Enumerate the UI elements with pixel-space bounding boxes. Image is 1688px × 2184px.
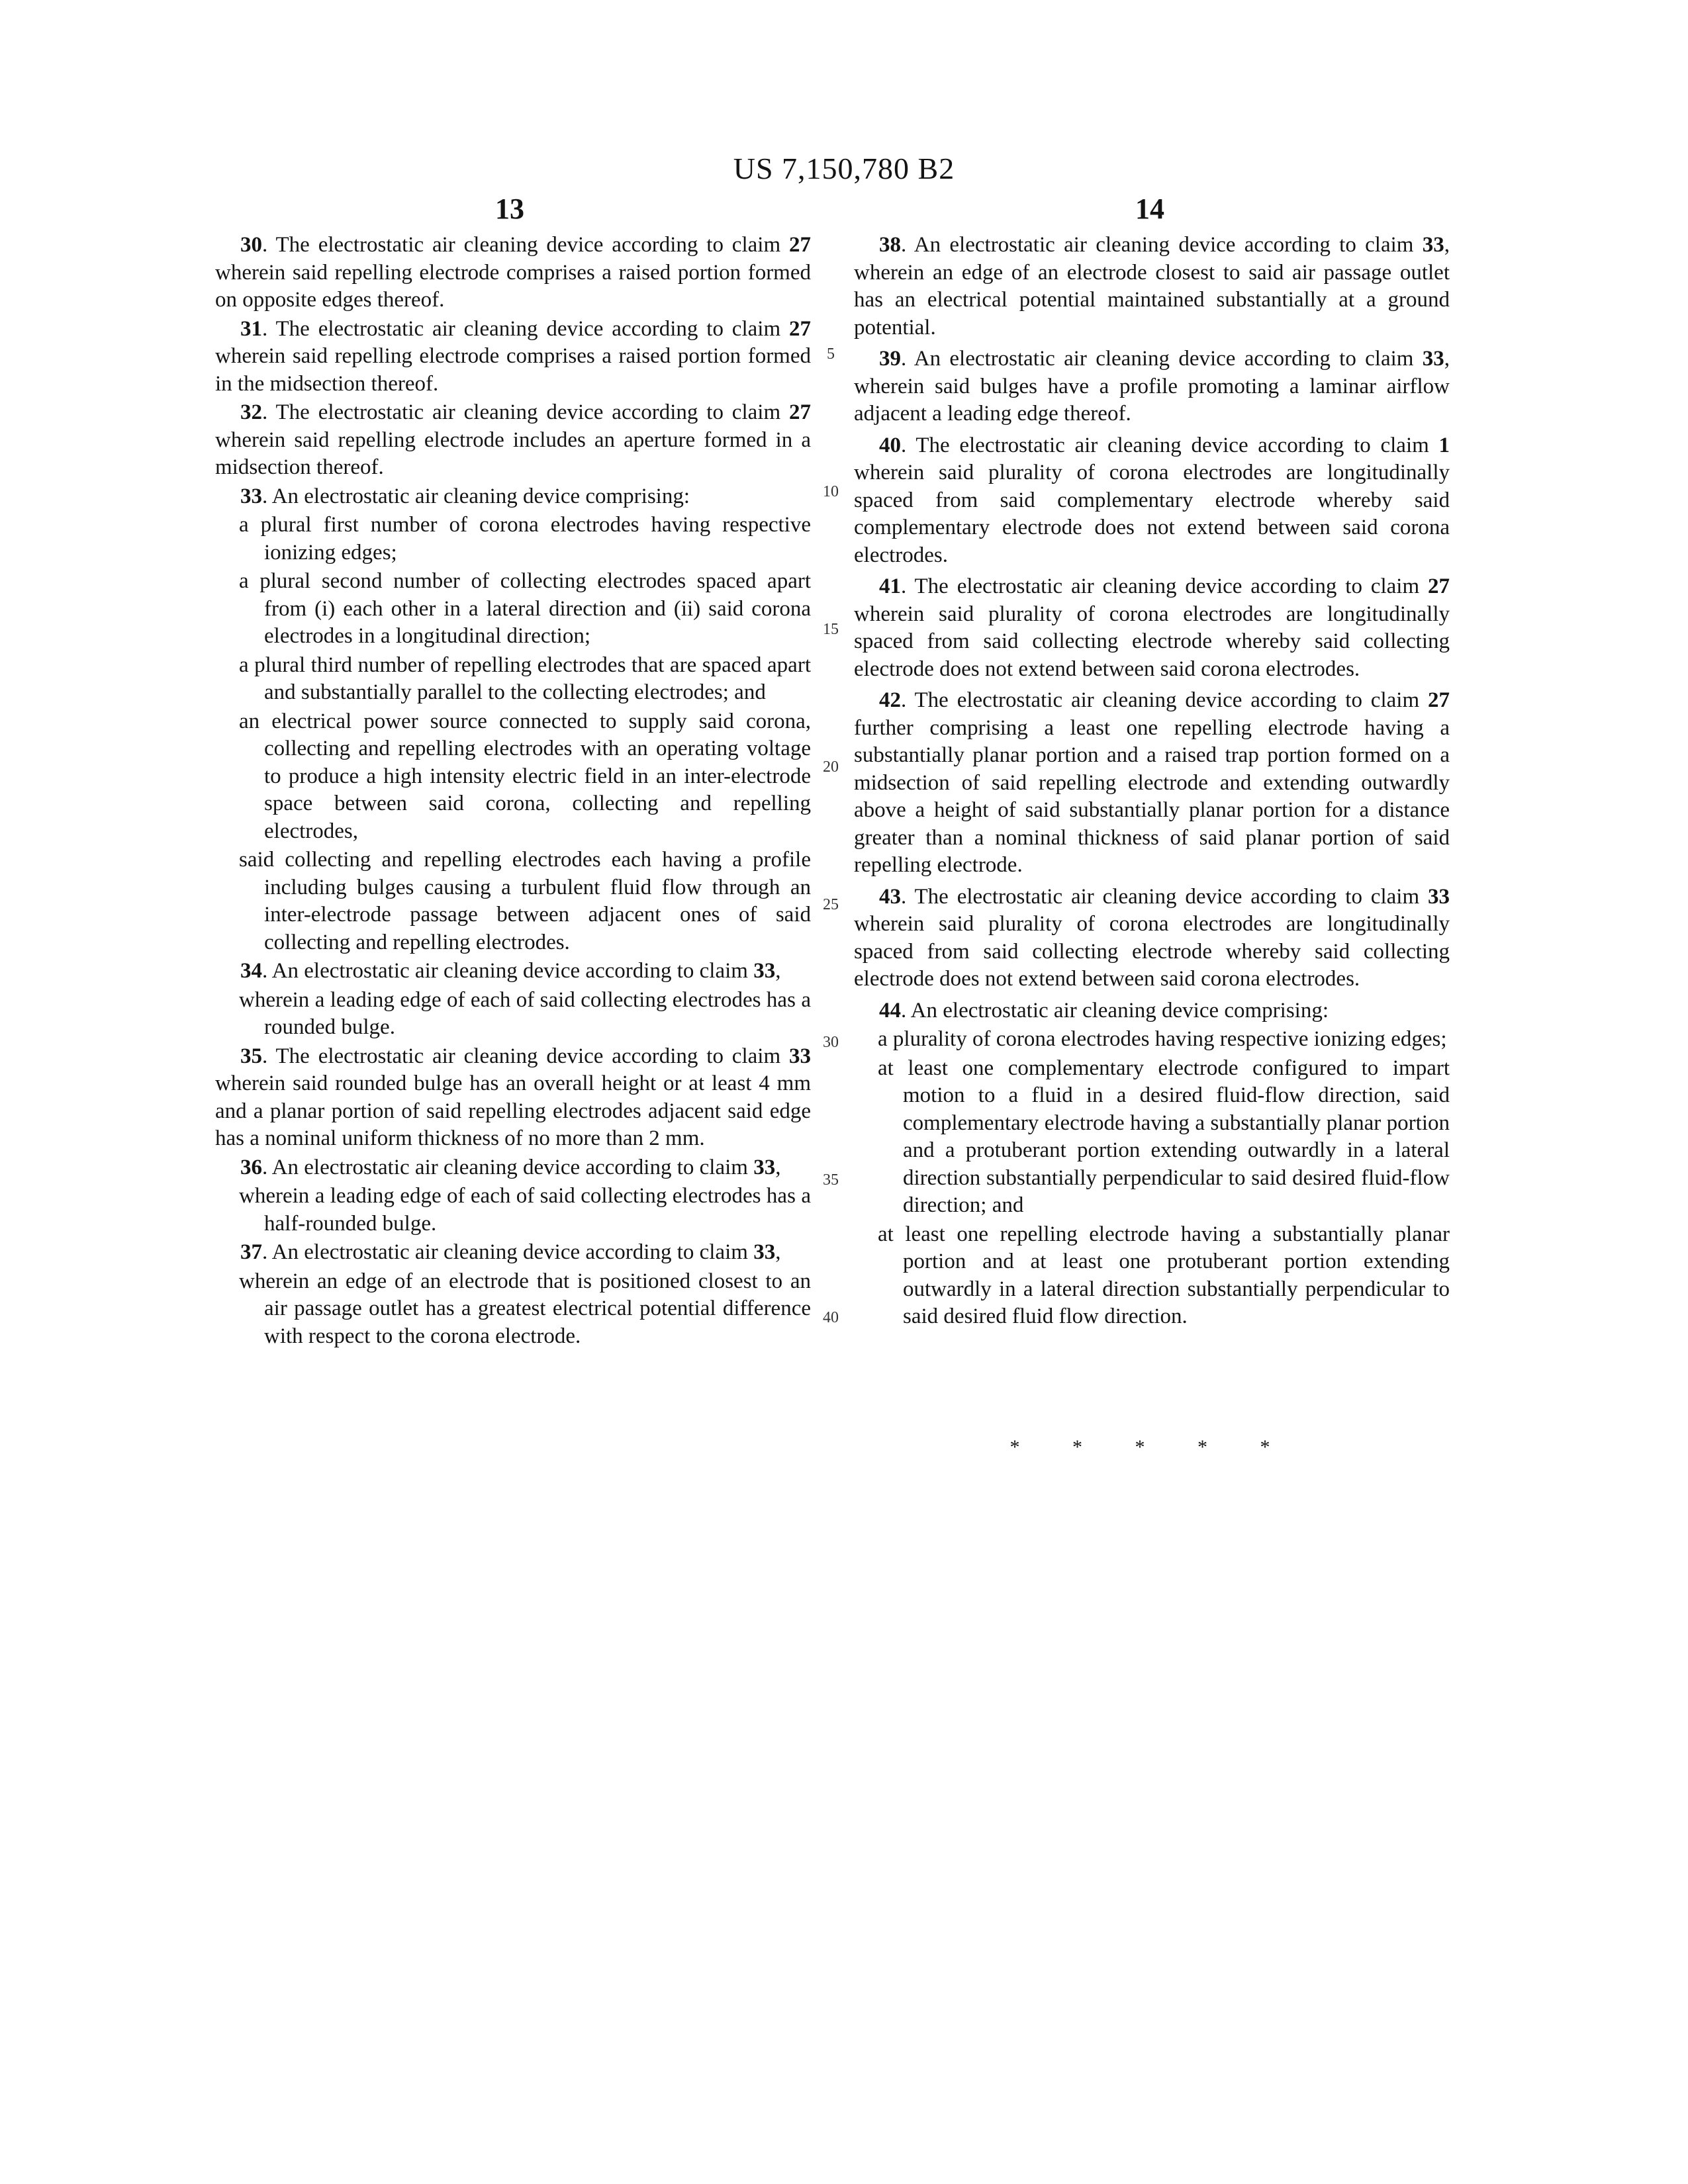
claim-37-clause: wherein an edge of an electrode that is positioned closest to an air passage outlet has a greatest electrical potential difference with respect to the corona electrode.: [239, 1269, 811, 1348]
claim-44-clause: at least one repelling electrode having a substantially planar portion and at least one protuberant portion extending outwardly in a lateral direction substantially perpendicular to said desired fluid flow direction.: [878, 1222, 1450, 1328]
claim-33-clause: an electrical power source connected to supply said corona, collecting and repelling electrodes with an operating voltage to produce a high intensity electric field in an inter-electrode space between said corona, collecting and repelling electrodes,: [239, 709, 811, 843]
claim-42: 42. The electrostatic air cleaning device according to claim 27 further comprising a least one repelling electrode having a substantially planar portion and a raised trap portion formed on a midsection of said repelling electrode and extending outwardly above a height of said substantially planar portion for a distance greater than a nominal thickness of said planar portion of said repelling electrode.: [854, 688, 1450, 877]
claim-39: 39. An electrostatic air cleaning device according to claim 33, wherein said bulges have a profile promoting a laminar airflow adjacent a leading edge thereof.: [854, 347, 1450, 426]
claim-33-clause: said collecting and repelling electrodes each having a profile including bulges causing a turbulent fluid flow through an inter-electrode passage between adjacent ones of said collecting and repelling electrodes.: [239, 848, 811, 954]
claim-43: 43. The electrostatic air cleaning device according to claim 33 wherein said plurality of corona electrodes are longitudinally spaced from said collecting electrode whereby said collecting electrode does not extend between said corona electrodes.: [854, 884, 1450, 991]
line-number: 30: [823, 1034, 839, 1051]
column-number-left: 13: [495, 193, 524, 225]
claim-38: 38. An electrostatic air cleaning device according to claim 33, wherein an edge of an electrode closest to said air passage outlet has an electrical potential maintained substantially at a ground potential.: [854, 233, 1450, 340]
column-number-right: 14: [1135, 193, 1164, 225]
line-number: 10: [823, 483, 839, 500]
claim-44-clause: a plurality of corona electrodes having respective ionizing edges;: [878, 1027, 1447, 1051]
claim-34-clause: wherein a leading edge of each of said collecting electrodes has a rounded bulge.: [239, 987, 811, 1039]
claim-37: 37. An electrostatic air cleaning device according to claim 33,: [240, 1240, 781, 1264]
line-number: 20: [823, 758, 839, 776]
claim-30: 30. The electrostatic air cleaning device according to claim 27 wherein said repelling electrode comprises a raised portion formed on opposite edges thereof.: [215, 233, 811, 312]
claim-36: 36. An electrostatic air cleaning device according to claim 33,: [240, 1155, 781, 1179]
claim-33-clause: a plural first number of corona electrodes having respective ionizing edges;: [239, 513, 811, 565]
left-column: [215, 232, 811, 1351]
patent-number: US 7,150,780 B2: [733, 152, 955, 185]
right-column: [854, 232, 1450, 1332]
line-number: 25: [823, 896, 839, 913]
end-of-document-marker: * * * * *: [1009, 1436, 1294, 1458]
line-number: 15: [823, 621, 839, 638]
claim-40: 40. The electrostatic air cleaning device according to claim 1 wherein said plurality of corona electrodes are longitudinally spaced from said complementary electrode whereby said complementary electrode does not extend between said corona electrodes.: [854, 433, 1450, 567]
claim-36-clause: wherein a leading edge of each of said collecting electrodes has a half-rounded bulge.: [239, 1184, 811, 1236]
claim-31: 31. The electrostatic air cleaning device according to claim 27 wherein said repelling electrode comprises a raised portion formed in the midsection thereof.: [215, 316, 811, 396]
claim-33: 33. An electrostatic air cleaning device comprising:: [240, 484, 690, 508]
claim-33-clause: a plural third number of repelling electrodes that are spaced apart and substantially parallel to the collecting electrodes; and: [239, 653, 811, 704]
line-number: 35: [823, 1171, 839, 1189]
claim-32: 32. The electrostatic air cleaning device according to claim 27 wherein said repelling electrode includes an aperture formed in a midsection thereof.: [215, 400, 811, 479]
claim-44: 44. An electrostatic air cleaning device comprising:: [879, 998, 1329, 1023]
claim-35: 35. The electrostatic air cleaning device according to claim 33 wherein said rounded bulge has an overall height or at least 4 mm and a planar portion of said repelling electrodes adjacent said edge has a nominal uniform thickness of no more than 2 mm.: [215, 1044, 811, 1150]
line-number: 40: [823, 1309, 839, 1326]
claim-44-clause: at least one complementary electrode configured to impart motion to a fluid in a desired fluid-flow direction, said complementary electrode having a substantially planar portion and a protuberant portion extending outwardly in a lateral direction substantially perpendicular to said desired fluid-flow direction; and: [878, 1056, 1450, 1217]
claim-34: 34. An electrostatic air cleaning device according to claim 33,: [240, 959, 781, 983]
claim-41: 41. The electrostatic air cleaning device according to claim 27 wherein said plurality of corona electrodes are longitudinally spaced from said collecting electrode whereby said collecting electrode does not extend between said corona electrodes.: [854, 574, 1450, 681]
claim-33-clause: a plural second number of collecting electrodes spaced apart from (i) each other in a lateral direction and (ii) said corona electrodes in a longitudinal direction;: [239, 569, 811, 648]
line-number: 5: [827, 345, 835, 363]
